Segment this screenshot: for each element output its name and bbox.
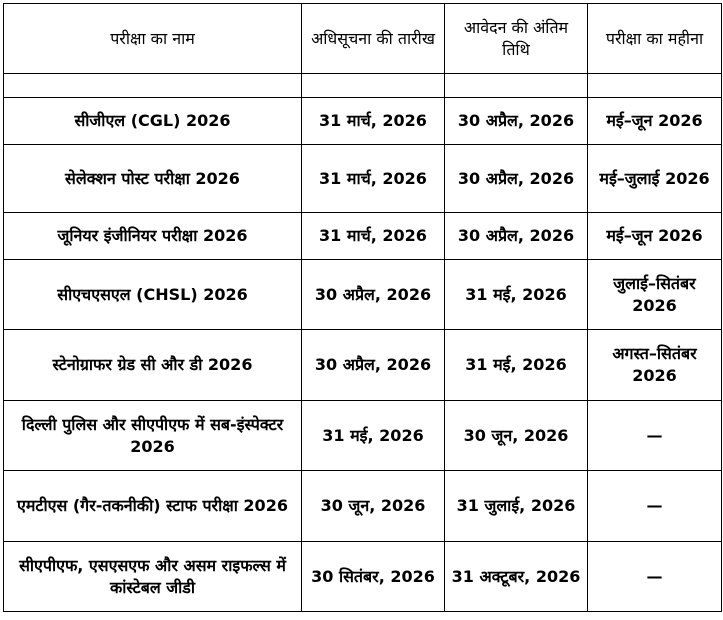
last-date-cell: 30 अप्रैल, 2026 — [445, 98, 588, 145]
table-row — [4, 401, 722, 471]
exam-month-cell: — — [588, 471, 722, 542]
exam-schedule-table — [3, 3, 722, 612]
exam-month-cell: — — [588, 401, 722, 471]
blank-cell — [588, 74, 722, 98]
exam-name-cell: सेलेक्शन पोस्ट परीक्षा 2026 — [4, 145, 302, 213]
exam-month-cell: मई–जून 2026 — [588, 98, 722, 145]
header-exam-name: परीक्षा का नाम — [4, 4, 302, 74]
exam-name-cell: सीएपीएफ, एसएसएफ और असम राइफल्स में कांस्टेबल जीडी — [4, 542, 302, 612]
table-row — [4, 98, 722, 145]
exam-name-cell: जूनियर इंजीनियर परीक्षा 2026 — [4, 213, 302, 260]
last-date-cell: 31 अक्टूबर, 2026 — [445, 542, 588, 612]
last-date-cell: 30 जून, 2026 — [445, 401, 588, 471]
last-date-cell: 31 मई, 2026 — [445, 330, 588, 401]
notification-date-cell: 31 मार्च, 2026 — [302, 145, 445, 213]
exam-month-cell: — — [588, 542, 722, 612]
exam-month-cell: जुलाई–सितंबर 2026 — [588, 260, 722, 330]
header-last-date: आवेदन की अंतिम तिथि — [445, 4, 588, 74]
exam-month-cell: मई–जुलाई 2026 — [588, 145, 722, 213]
table-row — [4, 330, 722, 401]
blank-cell — [302, 74, 445, 98]
table-row — [4, 213, 722, 260]
exam-name-cell: दिल्ली पुलिस और सीएपीएफ में सब-इंस्पेक्टर 2026 — [4, 401, 302, 471]
exam-name-cell: स्टेनोग्राफर ग्रेड सी और डी 2026 — [4, 330, 302, 401]
header-exam-month: परीक्षा का महीना — [588, 4, 722, 74]
blank-cell — [4, 74, 302, 98]
exam-name-cell: सीएचएसएल (CHSL) 2026 — [4, 260, 302, 330]
table-row — [4, 145, 722, 213]
notification-date-cell: 30 सितंबर, 2026 — [302, 542, 445, 612]
blank-cell — [445, 74, 588, 98]
exam-name-cell: एमटीएस (गैर-तकनीकी) स्टाफ परीक्षा 2026 — [4, 471, 302, 542]
last-date-cell: 30 अप्रैल, 2026 — [445, 213, 588, 260]
notification-date-cell: 30 अप्रैल, 2026 — [302, 260, 445, 330]
notification-date-cell: 31 मार्च, 2026 — [302, 98, 445, 145]
exam-name-cell: सीजीएल (CGL) 2026 — [4, 98, 302, 145]
notification-date-cell: 31 मई, 2026 — [302, 401, 445, 471]
table-row — [4, 260, 722, 330]
last-date-cell: 31 मई, 2026 — [445, 260, 588, 330]
table-row — [4, 471, 722, 542]
notification-date-cell: 30 अप्रैल, 2026 — [302, 330, 445, 401]
table-row — [4, 542, 722, 612]
header-row — [4, 4, 722, 74]
exam-month-cell: अगस्त–सितंबर 2026 — [588, 330, 722, 401]
last-date-cell: 30 अप्रैल, 2026 — [445, 145, 588, 213]
exam-month-cell: मई–जून 2026 — [588, 213, 722, 260]
notification-date-cell: 31 मार्च, 2026 — [302, 213, 445, 260]
header-notification-date: अधिसूचना की तारीख — [302, 4, 445, 74]
last-date-cell: 31 जुलाई, 2026 — [445, 471, 588, 542]
blank-row — [4, 74, 722, 98]
notification-date-cell: 30 जून, 2026 — [302, 471, 445, 542]
